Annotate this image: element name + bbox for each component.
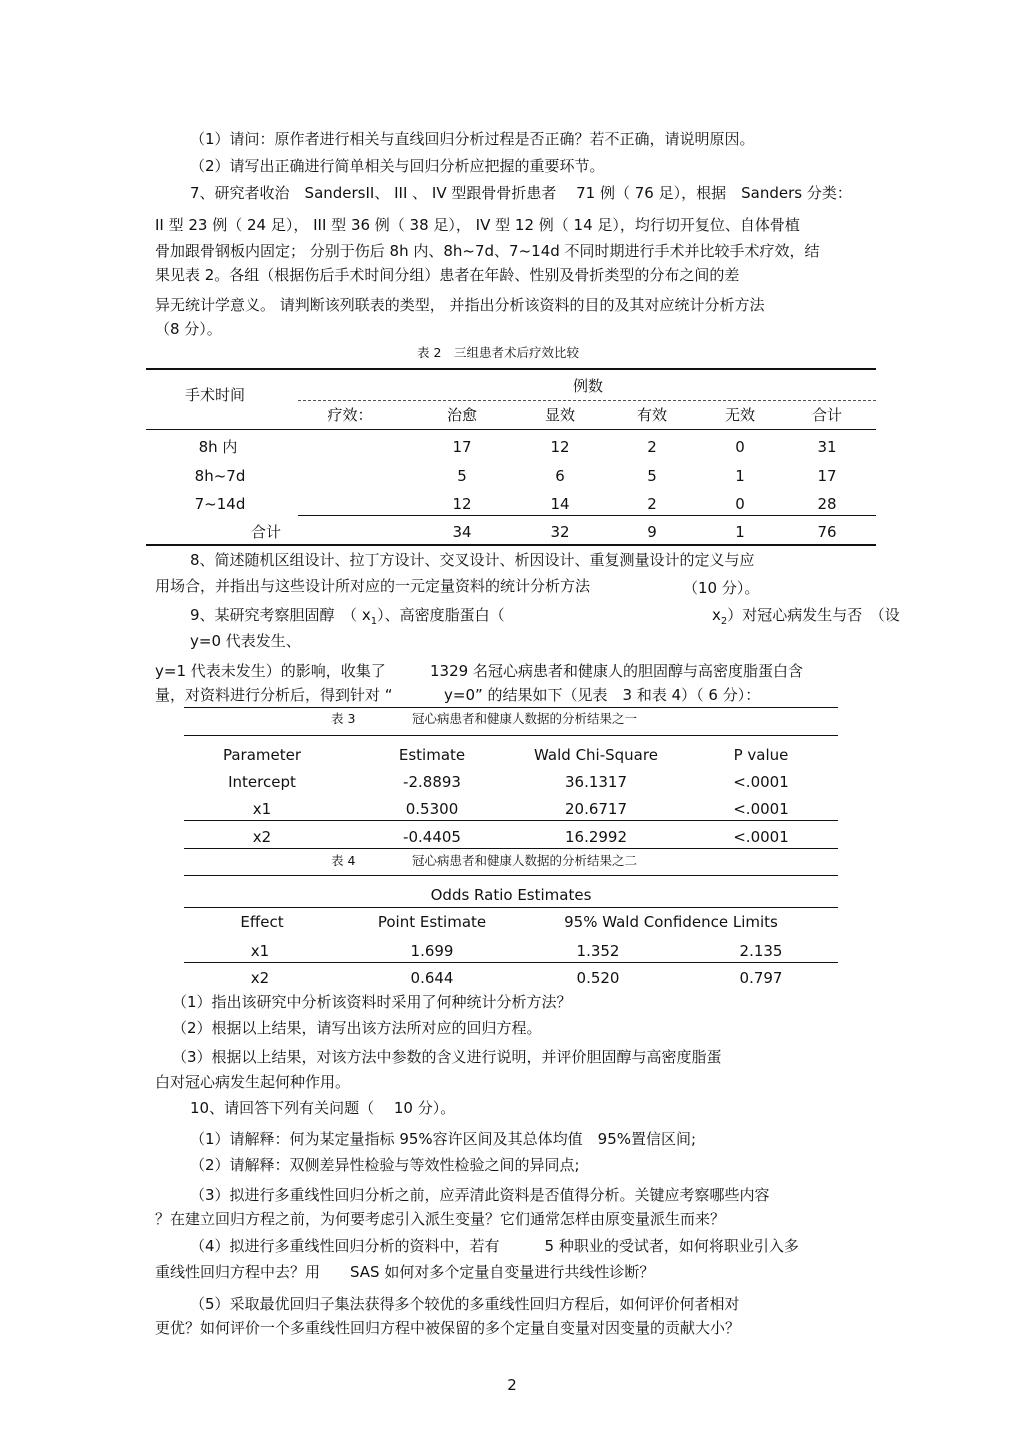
table-4-col-header: 95% Wald Confidence Limits [564, 913, 778, 931]
table-3-top-rule [184, 735, 838, 736]
table-cell: 0 [735, 438, 745, 456]
table-cell: 2.135 [739, 942, 783, 960]
q10-sub-1: （1）请解释：何为某定量指标 95%容许区间及其总体均值 95%置信区间; [190, 1130, 697, 1148]
q9-subscript: 2 [720, 616, 728, 627]
table-cell: 1 [735, 523, 745, 541]
q8-line-1: 8、简述随机区组设计、拉丁方设计、交叉设计、析因设计、重复测量设计的定义与应 [190, 551, 755, 569]
page-number: 2 [507, 1376, 517, 1394]
table-2-col-header: 合计 [811, 406, 843, 424]
q10-sub-5a: （5）采取最优回归子集法获得多个较优的多重线性回归方程后，如何评价何者相对 [190, 1295, 740, 1313]
table-2-total-rule [298, 515, 876, 516]
table-2-caption: 表 2 三组患者术后疗效比较 [417, 345, 579, 360]
q9-line-3b: 1329 名冠心病患者和健康人的胆固醇与高密度脂蛋白含 [430, 662, 803, 680]
table-cell: x1 [252, 800, 272, 818]
table-4-top-rule [184, 875, 838, 876]
table-cell: 1.699 [410, 942, 454, 960]
q7-line-4: 果见表 2。各组（根据伤后手术时间分组）患者在年龄、性别及骨折类型的分布之间的差 [155, 266, 740, 284]
table-3-title: 冠心病患者和健康人数据的分析结果之一 [412, 711, 638, 726]
table-4-label: 表 4 [331, 853, 356, 868]
table-cell: 0.5300 [405, 800, 459, 818]
table-2-top-rule [146, 368, 876, 370]
table-2-row-label: 8h~7d [194, 467, 246, 485]
q7-line-3: 骨加跟骨钢板内固定； 分别于伤后 8h 内、8h~7d、7~14d 不同时期进行手术并比较手术疗效，结 [155, 242, 820, 260]
table-cell: 16.2992 [564, 828, 628, 846]
q9-line-3a: y=1 代表未发生）的影响，收集了 [155, 662, 386, 680]
table-2-col-header: 治愈 [446, 406, 478, 424]
table-cell: Intercept [228, 773, 296, 791]
table-2-row-header: 手术时间 [184, 386, 246, 404]
q10-sub-3a: （3）拟进行多重线性回归分析之前，应弄清此资料是否值得分析。关键应考察哪些内容 [190, 1186, 770, 1204]
table-cell: 0 [735, 495, 745, 513]
q10-sub-3b: ？在建立回归方程之前，为何要考虑引入派生变量？它们通常怎样由原变量派生而来？ [155, 1210, 726, 1228]
q10-sub-4b: 重线性回归方程中去？用 SAS 如何对多个定量自变量进行共线性诊断？ [155, 1263, 655, 1281]
table-cell: <.0001 [733, 828, 789, 846]
q10-sub-2: （2）请解释：双侧差异性检验与等效性检验之间的异同点; [190, 1156, 580, 1174]
table-3-col-header: Parameter [222, 746, 302, 764]
table-cell: 9 [647, 523, 657, 541]
table-2-col-header: 显效 [544, 406, 576, 424]
table-3-caption-rule [184, 707, 838, 708]
table-cell: x2 [250, 969, 270, 987]
table-2-group-rule [298, 400, 876, 401]
table-4-heading: Odds Ratio Estimates [430, 886, 592, 904]
q10-sub-5b: 更优？如何评价一个多重线性回归方程中被保留的多个定量自变量对因变量的贡献大小？ [155, 1319, 741, 1337]
q6-sub-1: （1）请问：原作者进行相关与直线回归分析过程是否正确？若不正确，请说明原因。 [190, 130, 755, 148]
table-cell: 2 [647, 438, 657, 456]
table-3-bottom-rule [184, 848, 838, 849]
q9-sub-2: （2）根据以上结果，请写出该方法所对应的回归方程。 [172, 1019, 542, 1037]
table-cell: 12 [550, 438, 570, 456]
table-cell: x2 [252, 828, 272, 846]
table-cell: 32 [550, 523, 570, 541]
table-4-col-header: Effect [240, 913, 284, 931]
table-2-col-header: 有效 [636, 406, 668, 424]
table-2-col-header: 无效 [724, 406, 756, 424]
table-4-mid-rule [184, 962, 838, 963]
table-4-col-header: Point Estimate [377, 913, 487, 931]
table-cell: 0.797 [739, 969, 783, 987]
table-2-group-header: 例数 [572, 377, 604, 395]
table-3-col-header: Wald Chi-Square [534, 746, 658, 764]
table-4-heading-rule [184, 907, 838, 908]
table-2-header-rule [146, 429, 876, 430]
table-2-row-label: 8h 内 [198, 438, 238, 456]
q9-text: x [712, 606, 721, 624]
table-cell: 5 [647, 467, 657, 485]
table-cell: 17 [452, 438, 472, 456]
table-cell: -2.8893 [403, 773, 461, 791]
q9-subscript: 1 [370, 616, 378, 627]
table-cell: 76 [817, 523, 837, 541]
q7-line-1: 7、研究者收治 SandersII、 III 、 IV 型跟骨骨折患者 71 例（ 76 足），根据 Sanders 分类： [190, 184, 852, 202]
q9-text: ）、高密度脂蛋白（ [377, 606, 505, 624]
table-cell: 28 [817, 495, 837, 513]
table-2-sublabel: 疗效： [327, 406, 373, 424]
table-cell: 14 [550, 495, 570, 513]
table-3-label: 表 3 [331, 711, 356, 726]
table-cell: <.0001 [733, 773, 789, 791]
table-cell: 20.6717 [564, 800, 628, 818]
table-cell: 31 [817, 438, 837, 456]
q10-title: 10、请回答下列有关问题（ 10 分）。 [190, 1099, 456, 1117]
table-2-row-label: 7~14d [194, 495, 246, 513]
table-3-mid-rule [184, 820, 838, 821]
q9-line-4b: y=0” 的结果如下（见表 3 和表 4）（ 6 分）： [444, 686, 761, 704]
table-cell: <.0001 [733, 800, 789, 818]
table-4-title: 冠心病患者和健康人数据的分析结果之二 [412, 853, 638, 868]
q9-line-1a [190, 606, 505, 631]
q9-line-4a: 量，对资料进行分析后，得到针对 “ [155, 686, 393, 704]
q10-sub-4a: （4）拟进行多重线性回归分析的资料中，若有 5 种职业的受试者，如何将职业引入多 [190, 1237, 799, 1255]
table-3-col-header: P value [733, 746, 789, 764]
q8-line-2: 用场合，并指出与这些设计所对应的一元定量资料的统计分析方法 [155, 577, 591, 595]
q7-line-2: II 型 23 例（ 24 足）， III 型 36 例（ 38 足）， IV 型 12 例（ 14 足），均行切开复位、自体骨植 [155, 216, 800, 234]
table-cell: 2 [647, 495, 657, 513]
table-cell: 6 [555, 467, 565, 485]
q7-line-6: （8 分）。 [155, 320, 222, 338]
q9-sub-3a: （3）根据以上结果，对该方法中参数的含义进行说明，并评价胆固醇与高密度脂蛋 [172, 1048, 722, 1066]
table-cell: 17 [817, 467, 837, 485]
q9-text: 9、某研究考察胆固醇 （ x [190, 606, 371, 624]
table-cell: 0.644 [410, 969, 454, 987]
table-cell: 1 [735, 467, 745, 485]
table-2-total-label: 合计 [250, 523, 282, 541]
table-cell: 1.352 [576, 942, 620, 960]
q9-sub-1: （1）指出该研究中分析该资料时采用了何种统计分析方法？ [172, 993, 572, 1011]
q7-line-5: 异无统计学意义。 请判断该列联表的类型， 并指出分析该资料的目的及其对应统计分析方法 [155, 296, 765, 314]
table-cell: 12 [452, 495, 472, 513]
table-cell: 0.520 [576, 969, 620, 987]
q6-sub-2: （2）请写出正确进行简单相关与回归分析应把握的重要环节。 [190, 157, 605, 175]
table-cell: -0.4405 [403, 828, 461, 846]
table-cell: x1 [250, 942, 270, 960]
q9-line-2: y=0 代表发生、 [190, 632, 301, 650]
q9-line-1b [712, 606, 900, 631]
table-2-bottom-rule [146, 544, 876, 546]
q9-sub-3b: 白对冠心病发生起何种作用。 [155, 1073, 351, 1091]
table-cell: 34 [452, 523, 472, 541]
table-cell: 36.1317 [564, 773, 628, 791]
table-3-col-header: Estimate [398, 746, 466, 764]
table-cell: 5 [457, 467, 467, 485]
q9-text: ）对冠心病发生与否 （设 [727, 606, 900, 624]
q8-score: （10 分）。 [683, 579, 760, 597]
